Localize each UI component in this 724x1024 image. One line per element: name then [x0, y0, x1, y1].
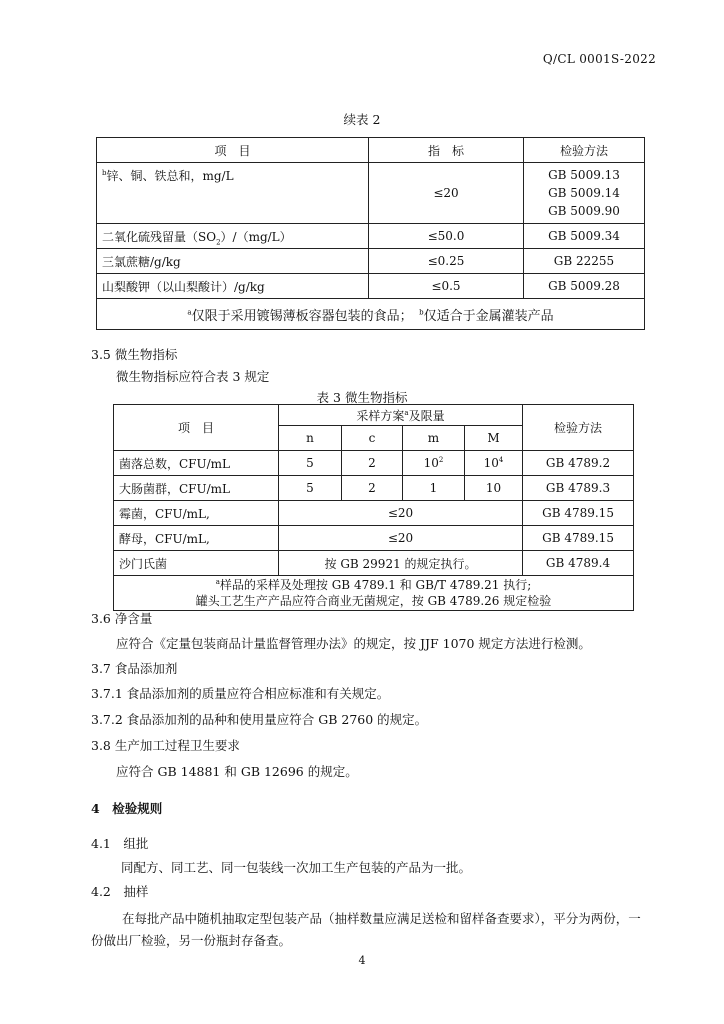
table3-cell-method: GB 4789.4	[523, 551, 634, 576]
table3-cell-m: 1	[403, 476, 465, 501]
page-number: 4	[358, 954, 366, 967]
table-row	[114, 526, 634, 551]
table3-cell-c: 2	[342, 451, 403, 476]
table3-cell-item: 沙门氏菌	[114, 551, 279, 576]
table3-col-n: n	[279, 426, 342, 451]
table3-note: $^a$样品的采样及处理按 GB 4789.1 和 GB/T 4789.21 执行; 罐头工艺生产产品应符合商业无菌规定，按 GB 4789.26 规定检验	[114, 576, 634, 611]
table2-cell-value: ≤0.25	[369, 249, 524, 274]
table3-cell-c: 2	[342, 476, 403, 501]
table-row	[97, 249, 645, 274]
section-4-2-body-line1: 在每批产品中随机抽取定型包装产品（抽样数量应满足送检和留样备查要求），平分为两份，一	[122, 911, 641, 926]
table-row	[114, 451, 634, 476]
table3-col-c: c	[342, 426, 403, 451]
table2-cell-method: GB 5009.13 GB 5009.14 GB 5009.90	[524, 163, 645, 224]
section-4-2-body-line2: 份做出厂检验，另一份瓶封存备查。	[91, 933, 292, 948]
table-row	[114, 476, 634, 501]
table3-col-method: 检验方法	[523, 405, 634, 451]
table3-cell-method: GB 4789.3	[523, 476, 634, 501]
table3-col-m: m	[403, 426, 465, 451]
table-row	[97, 274, 645, 299]
table3-cell-method: GB 4789.2	[523, 451, 634, 476]
table3-cell-limit: ≤20	[279, 526, 523, 551]
table3-col-item: 项 目	[114, 405, 279, 451]
table2-cell-value: ≤20	[369, 163, 524, 224]
table2-cell-method: GB 5009.28	[524, 274, 645, 299]
table3-cell-item: 酵母，CFU/mL,	[114, 526, 279, 551]
table3-cell-M: 10	[465, 476, 523, 501]
table3-cell-item: 霉菌，CFU/mL,	[114, 501, 279, 526]
section-3-7-2: 3.7.2 食品添加剂的品种和使用量应符合 GB 2760 的规定。	[91, 712, 428, 727]
table2-header-row	[97, 138, 645, 163]
table3-cell-method: GB 4789.15	[523, 526, 634, 551]
table3-col-M: M	[465, 426, 523, 451]
table3-cell-method: GB 4789.15	[523, 501, 634, 526]
section-4-1-title: 4.1 组批	[91, 836, 149, 851]
table3-col-plan: 采样方案$^a$及限量	[279, 405, 523, 426]
table-row	[97, 224, 645, 249]
table2-note: $^a$仅限于采用镀锡薄板容器包装的食品； $^b$仅适合于金属灌装产品	[97, 299, 645, 330]
section-3-6-body: 应符合《定量包装商品计量监督管理办法》的规定，按 JJF 1070 规定方法进行检测。	[116, 636, 591, 651]
table3-cell-item: 菌落总数，CFU/mL	[114, 451, 279, 476]
table2-caption: 续表 2	[343, 112, 381, 127]
section-4-title: 4 检验规则	[91, 801, 163, 816]
section-3-7-1: 3.7.1 食品添加剂的质量应符合相应标准和有关规定。	[91, 686, 390, 701]
table2-cell-item: $^b$锌、铜、铁总和，mg/L	[97, 163, 369, 224]
table3-cell-n: 5	[279, 451, 342, 476]
table2-cell-value: ≤0.5	[369, 274, 524, 299]
table3-note-row	[114, 576, 634, 611]
section-4-1-body: 同配方、同工艺、同一包装线一次加工生产包装的产品为一批。	[121, 860, 472, 875]
table3-cell-M: $10^4$	[465, 451, 523, 476]
table-row	[114, 551, 634, 576]
section-4-2-title: 4.2 抽样	[91, 884, 149, 899]
table2-cell-item: 三氯蔗糖/g/kg	[97, 249, 369, 274]
doc-code: Q/CL 0001S-2022	[542, 52, 656, 66]
table2-cell-value: ≤50.0	[369, 224, 524, 249]
table3-cell-m: $10^2$	[403, 451, 465, 476]
table3	[113, 404, 634, 611]
table2-note-row	[97, 299, 645, 330]
section-3-8-title: 3.8 生产加工过程卫生要求	[91, 738, 240, 753]
table3-cell-limit: ≤20	[279, 501, 523, 526]
table3-cell-n: 5	[279, 476, 342, 501]
section-3-5-body: 微生物指标应符合表 3 规定	[116, 369, 270, 384]
table-row	[114, 501, 634, 526]
table3-cell-limit: 按 GB 29921 的规定执行。	[279, 551, 523, 576]
table2-cell-item: 二氧化硫残留量$(SO_2)/(mg/L)$	[97, 224, 369, 249]
table3-header-row	[114, 405, 634, 426]
table3-caption: 表 3 微生物指标	[316, 390, 408, 405]
section-3-6-title: 3.6 净含量	[91, 611, 153, 626]
table2-col-method: 检验方法	[524, 138, 645, 163]
section-3-8-body: 应符合 GB 14881 和 GB 12696 的规定。	[116, 764, 358, 779]
table2-cell-item: 山梨酸钾（以山梨酸计）/g/kg	[97, 274, 369, 299]
section-3-5-title: 3.5 微生物指标	[91, 347, 178, 362]
table2	[96, 137, 645, 330]
table2-cell-method: GB 22255	[524, 249, 645, 274]
table2-col-index: 指 标	[369, 138, 524, 163]
table2-col-item: 项 目	[97, 138, 369, 163]
table-row	[97, 163, 645, 224]
table3-cell-item: 大肠菌群，CFU/mL	[114, 476, 279, 501]
section-3-7-title: 3.7 食品添加剂	[91, 661, 178, 676]
table2-cell-method: GB 5009.34	[524, 224, 645, 249]
